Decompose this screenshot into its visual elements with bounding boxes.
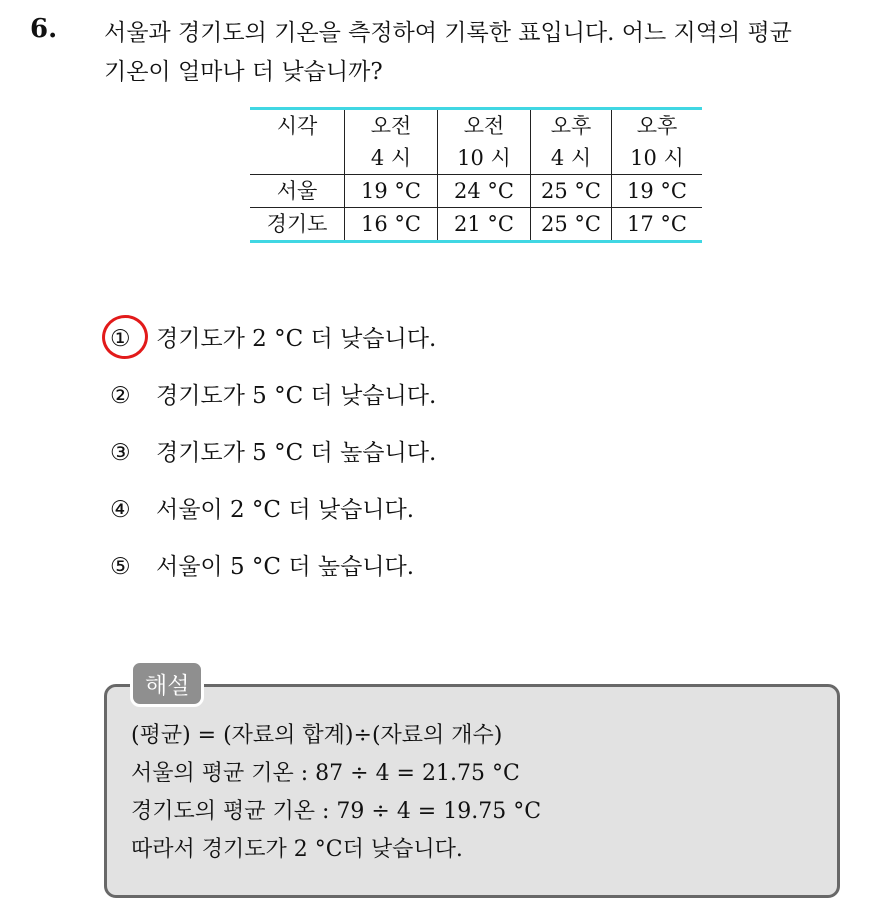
table-column-header (345, 109, 438, 175)
table-column-header (612, 109, 703, 175)
explanation-tag: 해설 (130, 660, 204, 707)
table-cell: 25 °C (531, 208, 612, 242)
column-header-line-1: 오후 (550, 114, 592, 138)
choice-2[interactable] (104, 367, 436, 424)
table-cell: 19 °C (345, 175, 438, 208)
choice-text: 경기도가 2 °C 더 낮습니다. (156, 325, 437, 352)
explanation-box (104, 684, 840, 898)
explanation-line: 서울의 평균 기온 : 87 ÷ 4 = 21.75 °C (131, 761, 520, 786)
explanation-line: 경기도의 평균 기온 : 79 ÷ 4 = 19.75 °C (131, 799, 542, 824)
question-text (104, 14, 874, 92)
table-cell: 16 °C (345, 208, 438, 242)
choice-3[interactable] (104, 424, 436, 481)
temperature-table (250, 107, 702, 243)
table-column-header (438, 109, 531, 175)
column-header-line-2: 4 시 (550, 146, 592, 170)
table-column-header (531, 109, 612, 175)
choice-1[interactable] (104, 310, 436, 367)
table-header-label: 시각 (276, 114, 318, 138)
choice-number: ③ (110, 439, 131, 466)
column-header-line-1: 오후 (636, 114, 678, 138)
choice-text: 경기도가 5 °C 더 낮습니다. (156, 382, 437, 409)
choice-number: ④ (110, 496, 131, 523)
choice-text: 서울이 2 °C 더 낮습니다. (156, 496, 415, 523)
table-cell: 24 °C (438, 175, 531, 208)
choice-4[interactable] (104, 481, 436, 538)
column-header-line-1: 오전 (463, 114, 505, 138)
choice-number: ① (110, 325, 131, 352)
table-cell: 19 °C (612, 175, 703, 208)
column-header-line-2: 4 시 (370, 146, 412, 170)
table-cell: 25 °C (531, 175, 612, 208)
row-label: 경기도 (250, 208, 345, 242)
row-label: 서울 (250, 175, 345, 208)
table-cell: 17 °C (612, 208, 703, 242)
question-line-2: 기온이 얼마나 더 낮습니까? (104, 59, 383, 85)
table-row-gyeonggi (250, 208, 702, 242)
choice-number: ⑤ (110, 553, 131, 580)
explanation-line: (평균) = (자료의 합계)÷(자료의 개수) (131, 723, 503, 748)
choice-number: ② (110, 382, 131, 409)
question-number: 6. (30, 14, 58, 44)
choice-text: 경기도가 5 °C 더 높습니다. (156, 439, 437, 466)
answer-choices (104, 310, 436, 595)
table-header-row (250, 109, 702, 175)
explanation-text (131, 717, 541, 869)
choice-text: 서울이 5 °C 더 높습니다. (156, 553, 415, 580)
column-header-line-2: 10 시 (630, 146, 684, 170)
table-row-seoul (250, 175, 702, 208)
choice-5[interactable] (104, 538, 436, 595)
column-header-line-1: 오전 (370, 114, 412, 138)
explanation-line: 따라서 경기도가 2 °C더 낮습니다. (131, 837, 463, 862)
column-header-line-2: 10 시 (457, 146, 511, 170)
question-line-1: 서울과 경기도의 기온을 측정하여 기록한 표입니다. 어느 지역의 평균 (104, 20, 792, 46)
table-cell: 21 °C (438, 208, 531, 242)
